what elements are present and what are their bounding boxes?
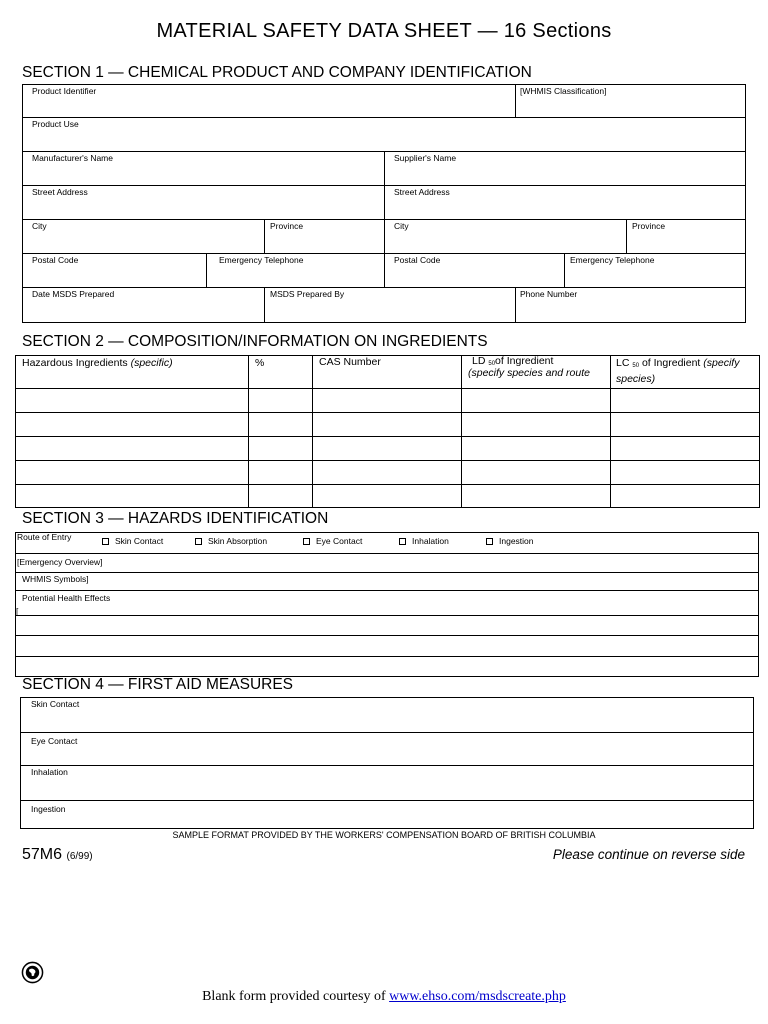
- col-ld50-note: (specify species and route: [468, 367, 590, 379]
- date-msds-prepared-field[interactable]: Date MSDS Prepared: [32, 289, 115, 299]
- section4-heading: SECTION 4 — FIRST AID MEASURES: [22, 676, 294, 693]
- route-of-entry-label: Route of Entry: [17, 532, 72, 542]
- emergency-overview-field[interactable]: [Emergency Overview]: [17, 557, 103, 567]
- manufacturer-postal-code-field[interactable]: Postal Code: [32, 255, 79, 265]
- route-skin-absorption[interactable]: Skin Absorption: [195, 536, 267, 546]
- manufacturer-city-field[interactable]: City: [32, 221, 47, 231]
- first-aid-skin-contact-field[interactable]: Skin Contact: [31, 699, 80, 709]
- whmis-symbols-field[interactable]: WHMIS Symbols]: [22, 574, 89, 584]
- continue-note: Please continue on reverse side: [552, 847, 745, 862]
- form-number: 57M6 (6/99): [22, 846, 93, 863]
- route-eye-contact[interactable]: Eye Contact: [303, 536, 362, 546]
- first-aid-eye-contact-field[interactable]: Eye Contact: [31, 736, 78, 746]
- supplier-postal-code-field[interactable]: Postal Code: [394, 255, 441, 265]
- route-skin-contact[interactable]: Skin Contact: [102, 536, 163, 546]
- section3-heading: SECTION 3 — HAZARDS IDENTIFICATION: [22, 510, 329, 527]
- globe-logo-icon: [21, 961, 44, 984]
- route-ingestion[interactable]: Ingestion: [486, 536, 534, 546]
- whmis-classification-field[interactable]: [WHMIS Classification]: [520, 86, 607, 96]
- section4-table: [20, 697, 754, 829]
- manufacturer-province-field[interactable]: Province: [270, 221, 304, 231]
- supplier-province-field[interactable]: Province: [632, 221, 666, 231]
- courtesy-line: Blank form provided courtesy of www.ehso.com/msdscreate.php: [202, 989, 566, 1004]
- manufacturer-street-address-field[interactable]: Street Address: [32, 187, 88, 197]
- supplier-street-address-field[interactable]: Street Address: [394, 187, 450, 197]
- checkbox-icon[interactable]: [486, 538, 493, 545]
- checkbox-icon[interactable]: [102, 538, 109, 545]
- section1-heading: SECTION 1 — CHEMICAL PRODUCT AND COMPANY IDENTIFICATION: [22, 64, 532, 81]
- manufacturer-emergency-telephone-field[interactable]: Emergency Telephone: [219, 255, 304, 265]
- page-title: MATERIAL SAFETY DATA SHEET — 16 Sections: [156, 20, 612, 42]
- supplier-city-field[interactable]: City: [394, 221, 409, 231]
- route-inhalation[interactable]: Inhalation: [399, 536, 449, 546]
- product-identifier-field[interactable]: Product Identifier: [32, 86, 97, 96]
- potential-health-effects-field[interactable]: Potential Health Effects: [22, 593, 111, 603]
- col-lc50: LC 50 of Ingredient (specify species): [616, 357, 740, 385]
- courtesy-link[interactable]: www.ehso.com/msdscreate.php: [389, 989, 566, 1004]
- supplier-emergency-telephone-field[interactable]: Emergency Telephone: [570, 255, 655, 265]
- manufacturers-name-field[interactable]: Manufacturer's Name: [32, 153, 113, 163]
- col-hazardous-ingredients: Hazardous Ingredients (specific): [22, 357, 173, 369]
- checkbox-icon[interactable]: [303, 538, 310, 545]
- col-ld50: LD 50of Ingredient: [472, 355, 554, 367]
- first-aid-ingestion-field[interactable]: Ingestion: [31, 804, 66, 814]
- col-percent: %: [255, 357, 265, 369]
- phone-number-field[interactable]: Phone Number: [520, 289, 578, 299]
- col-cas-number: CAS Number: [319, 356, 381, 368]
- bracket-mark: [: [16, 606, 19, 616]
- checkbox-icon[interactable]: [195, 538, 202, 545]
- product-use-field[interactable]: Product Use: [32, 119, 79, 129]
- sample-format-note: SAMPLE FORMAT PROVIDED BY THE WORKERS' COMPENSATION BOARD OF BRITISH COLUMBIA: [172, 830, 596, 840]
- suppliers-name-field[interactable]: Supplier's Name: [394, 153, 457, 163]
- section2-heading: SECTION 2 — COMPOSITION/INFORMATION ON INGREDIENTS: [22, 333, 488, 350]
- checkbox-icon[interactable]: [399, 538, 406, 545]
- first-aid-inhalation-field[interactable]: Inhalation: [31, 767, 68, 777]
- msds-prepared-by-field[interactable]: MSDS Prepared By: [270, 289, 345, 299]
